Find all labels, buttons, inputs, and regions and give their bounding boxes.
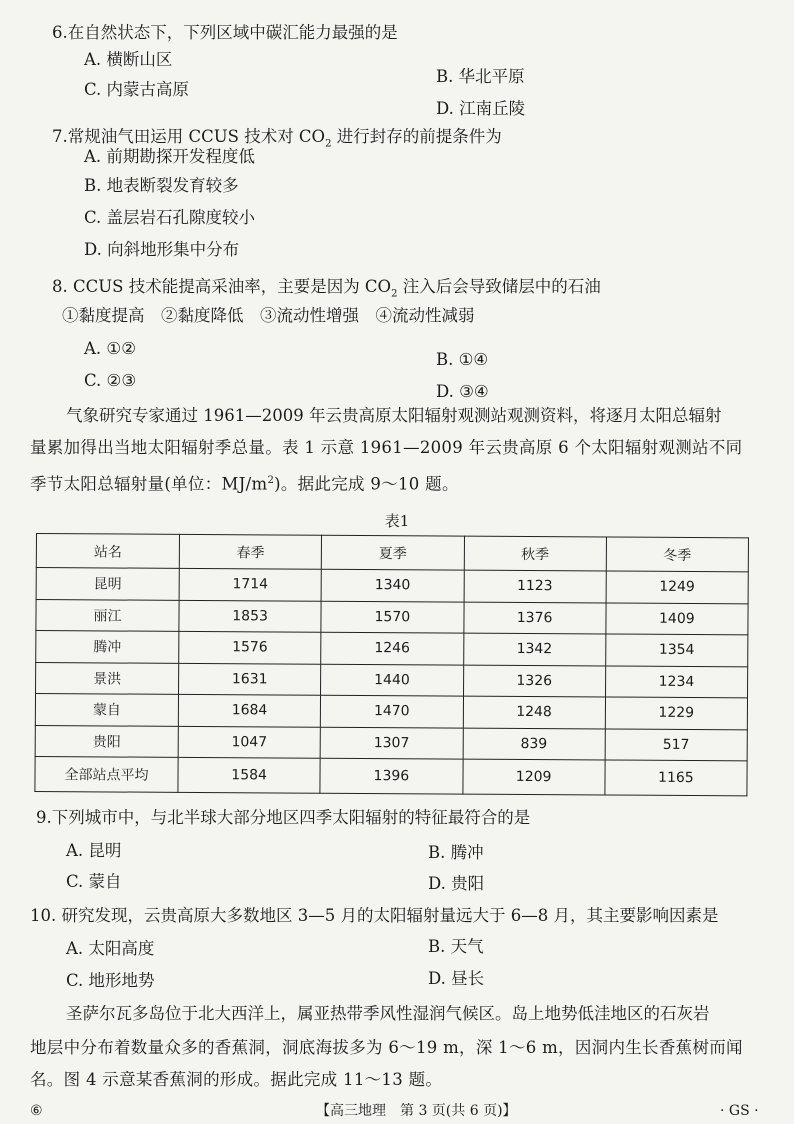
station-name: 贵阳 xyxy=(35,725,178,757)
table-cell: 1209 xyxy=(462,759,604,795)
intro-paragraph-line: 气象研究专家通过 1961—2009 年云贵高原太阳辐射观测站观测资料，将逐月太阳总辐射 xyxy=(66,406,722,425)
q10-option-c: C. 地形地势 xyxy=(66,971,155,990)
table-cell: 1376 xyxy=(463,602,605,634)
q7-option-b: B. 地表断裂发育较多 xyxy=(84,176,239,195)
table-cell: 1123 xyxy=(464,570,606,602)
table-row xyxy=(36,631,748,667)
station-name: 丽江 xyxy=(36,599,179,631)
station-name: 昆明 xyxy=(36,568,179,600)
footer-code: · GS · xyxy=(720,1103,759,1119)
q7-option-a: A. 前期勘探开发程度低 xyxy=(84,147,255,166)
table-cell: 1234 xyxy=(605,665,747,697)
q7-option-d: D. 向斜地形集中分布 xyxy=(84,240,240,259)
q7-option-c: C. 盖层岩石孔隙度较小 xyxy=(84,208,256,227)
q8-choices: ①黏度提高 ②黏度降低 ③流动性增强 ④流动性减弱 xyxy=(62,306,475,325)
table-cell: 1249 xyxy=(606,571,748,603)
q10-option-b: B. 天气 xyxy=(428,937,484,956)
table-cell: 1684 xyxy=(178,694,320,726)
table-cell: 1396 xyxy=(320,758,462,794)
table-cell: 1047 xyxy=(178,726,320,758)
intro-paragraph-line: 圣萨尔瓦多岛位于北大西洋上，属亚热带季风性湿润气候区。岛上地势低洼地区的石灰岩 xyxy=(66,1004,710,1023)
intro-paragraph-line: 季节太阳总辐射量(单位：$MJ/m^2$)。据此完成 9～10 题。 xyxy=(30,474,459,494)
table-cell: 1340 xyxy=(321,569,463,601)
table-cell: 1354 xyxy=(605,634,747,666)
q8-option-a: A. ①② xyxy=(84,339,136,358)
q9-option-d: D. 贵阳 xyxy=(428,874,485,893)
q10-option-a: A. 太阳高度 xyxy=(66,939,155,958)
table-cell: 1714 xyxy=(179,568,321,600)
table-cell: 1440 xyxy=(321,664,463,696)
page-footer: 【高三地理 第 3 页(共 6 页)】 xyxy=(316,1103,517,1119)
q9-option-c: C. 蒙自 xyxy=(66,872,122,891)
table-cell: 1853 xyxy=(179,600,321,632)
table-header-cell: 站名 xyxy=(36,534,179,569)
table-cell: 1248 xyxy=(463,696,605,728)
q7-stem: 7.常规油气田运用 CCUS 技术对 $CO_2$ 进行封存的前提条件为 xyxy=(52,127,502,150)
q8-option-c: C. ②③ xyxy=(84,371,137,390)
table-cell: 1342 xyxy=(463,633,605,665)
table-cell: 1326 xyxy=(463,665,605,697)
q8-option-b: B. ①④ xyxy=(436,350,489,369)
q6-option-d: D. 江南丘陵 xyxy=(436,99,526,118)
q6-option-c: C. 内蒙古高原 xyxy=(84,80,190,99)
table-row xyxy=(36,599,748,635)
table-row xyxy=(35,694,747,730)
table-row xyxy=(36,662,748,698)
q8-option-d: D. ③④ xyxy=(436,382,489,401)
q10-option-d: D. 昼长 xyxy=(428,969,485,988)
station-name: 全部站点平均 xyxy=(35,756,178,792)
table-cell: 1307 xyxy=(320,727,462,759)
table-cell: 1409 xyxy=(606,602,748,634)
table-header-cell: 春季 xyxy=(179,534,321,569)
footer-mark: ⑥ xyxy=(30,1103,43,1119)
intro-paragraph-line: 地层中分布着数量众多的香蕉洞，洞底海拔多为 6～19 m，深 1～6 m，因洞内生长香蕉树而闻 xyxy=(30,1038,743,1057)
table-row xyxy=(36,568,748,604)
q9-option-b: B. 腾冲 xyxy=(428,843,484,862)
table-header-cell: 夏季 xyxy=(322,535,464,570)
table-cell: 1576 xyxy=(179,631,321,663)
table-header-cell: 冬季 xyxy=(606,537,748,572)
intro-paragraph-line: 量累加得出当地太阳辐射季总量。表 1 示意 1961—2009 年云贵高原 6 个太阳辐射观测站不同 xyxy=(30,438,743,457)
q9-option-a: A. 昆明 xyxy=(66,841,122,860)
q6-option-a: A. 横断山区 xyxy=(84,50,173,69)
table-row xyxy=(35,756,747,795)
station-name: 蒙自 xyxy=(35,694,178,726)
table-cell: 1570 xyxy=(321,601,463,633)
intro-paragraph-line: 名。图 4 示意某香蕉洞的形成。据此完成 11～13 题。 xyxy=(30,1070,443,1089)
table-cell: 1631 xyxy=(179,663,321,695)
table-cell: 839 xyxy=(463,728,605,760)
table-row xyxy=(35,725,747,761)
table-header-cell: 秋季 xyxy=(464,536,606,571)
radiation-table xyxy=(34,533,749,796)
station-name: 腾冲 xyxy=(36,631,179,663)
table-header-row xyxy=(36,534,748,572)
q10-stem: 10. 研究发现，云贵高原大多数地区 3—5 月的太阳辐射量远大于 6—8 月，其主要影响因素是 xyxy=(30,906,719,925)
table-cell: 1470 xyxy=(321,695,463,727)
table-cell: 1246 xyxy=(321,632,463,664)
table-cell: 1229 xyxy=(605,697,747,729)
station-name: 景洪 xyxy=(36,662,179,694)
q9-stem: 9.下列城市中，与北半球大部分地区四季太阳辐射的特征最符合的是 xyxy=(36,808,531,827)
table-caption: 表1 xyxy=(384,512,410,530)
table-cell: 517 xyxy=(605,728,747,760)
table-cell: 1584 xyxy=(178,757,320,793)
q6-stem: 6.在自然状态下，下列区域中碳汇能力最强的是 xyxy=(52,23,398,42)
table-cell: 1165 xyxy=(605,760,747,796)
q8-stem: 8. CCUS 技术能提高采油率，主要是因为 $CO_2$ 注入后会导致储层中的石油 xyxy=(52,277,601,300)
q6-option-b: B. 华北平原 xyxy=(436,67,525,86)
